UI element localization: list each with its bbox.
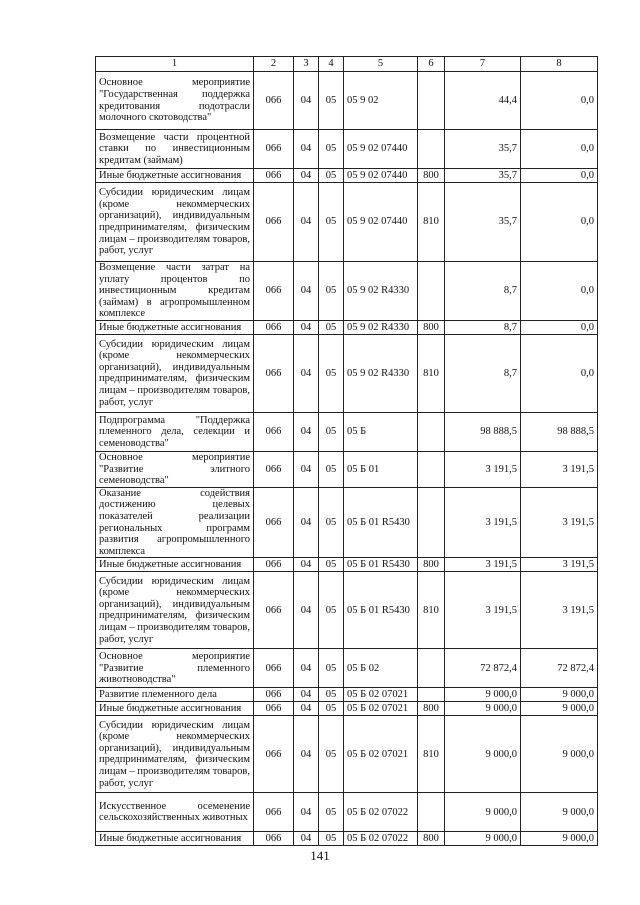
row-expense-type: 810 — [418, 183, 445, 262]
row-section: 04 — [294, 183, 319, 262]
row-section: 04 — [294, 72, 319, 130]
row-name: Субсидии юридическим лицам (кроме некоммерческих организаций), индивидуальным предпринимателям, физическим лицам – производителям товаров, работ, услуг — [96, 572, 254, 649]
row-target-code: 05 Б 02 07022 — [344, 832, 418, 846]
row-amount-2: 0,0 — [521, 169, 598, 183]
row-ministry-code: 066 — [254, 832, 294, 846]
row-ministry-code: 066 — [254, 558, 294, 572]
row-name: Основное мероприятие "Государственная поддержка кредитования подотрасли молочного скотоводства" — [96, 72, 254, 130]
row-ministry-code: 066 — [254, 130, 294, 169]
row-amount-2: 9 000,0 — [521, 832, 598, 846]
table-row — [96, 130, 598, 169]
row-section: 04 — [294, 451, 319, 487]
row-ministry-code: 066 — [254, 572, 294, 649]
row-section: 04 — [294, 320, 319, 334]
row-amount-2: 9 000,0 — [521, 716, 598, 793]
row-expense-type — [418, 688, 445, 702]
row-target-code: 05 Б 01 R5430 — [344, 558, 418, 572]
row-expense-type — [418, 412, 445, 451]
table-row — [96, 716, 598, 793]
row-amount-2: 0,0 — [521, 334, 598, 412]
row-name: Возмещение части процентной ставки по инвестиционным кредитам (займам) — [96, 130, 254, 169]
table-row — [96, 451, 598, 487]
table-row — [96, 169, 598, 183]
row-expense-type — [418, 262, 445, 321]
row-amount-2: 9 000,0 — [521, 702, 598, 716]
row-subsection: 05 — [319, 702, 344, 716]
row-ministry-code: 066 — [254, 320, 294, 334]
row-section: 04 — [294, 832, 319, 846]
row-amount-2: 0,0 — [521, 130, 598, 169]
row-ministry-code: 066 — [254, 649, 294, 688]
header-cell-4: 4 — [319, 57, 344, 72]
row-target-code: 05 Б 02 07021 — [344, 716, 418, 793]
row-amount-1: 9 000,0 — [445, 688, 521, 702]
row-name: Подпрограмма "Поддержка племенного дела, селекции и семеноводства" — [96, 412, 254, 451]
row-subsection: 05 — [319, 832, 344, 846]
row-target-code: 05 9 02 07440 — [344, 130, 418, 169]
row-name: Иные бюджетные ассигнования — [96, 558, 254, 572]
row-section: 04 — [294, 412, 319, 451]
row-amount-2: 9 000,0 — [521, 688, 598, 702]
row-subsection: 05 — [319, 169, 344, 183]
header-cell-6: 6 — [418, 57, 445, 72]
row-amount-1: 35,7 — [445, 130, 521, 169]
row-target-code: 05 Б 02 07021 — [344, 702, 418, 716]
table-row — [96, 487, 598, 558]
row-subsection: 05 — [319, 649, 344, 688]
row-subsection: 05 — [319, 572, 344, 649]
row-target-code: 05 9 02 — [344, 72, 418, 130]
row-name: Возмещение части затрат на уплату процентов по инвестиционным кредитам (займам) в агропромышленном комплексе — [96, 262, 254, 321]
row-subsection: 05 — [319, 320, 344, 334]
row-subsection: 05 — [319, 558, 344, 572]
row-amount-2: 0,0 — [521, 183, 598, 262]
table-row — [96, 702, 598, 716]
row-name: Субсидии юридическим лицам (кроме некоммерческих организаций), индивидуальным предпринимателям, физическим лицам – производителям товаров, работ, услуг — [96, 183, 254, 262]
row-target-code: 05 Б 01 R5430 — [344, 487, 418, 558]
row-expense-type: 800 — [418, 832, 445, 846]
row-expense-type: 810 — [418, 572, 445, 649]
row-amount-1: 8,7 — [445, 320, 521, 334]
row-amount-1: 98 888,5 — [445, 412, 521, 451]
table-row — [96, 832, 598, 846]
row-ministry-code: 066 — [254, 487, 294, 558]
row-ministry-code: 066 — [254, 72, 294, 130]
table-row — [96, 72, 598, 130]
row-subsection: 05 — [319, 451, 344, 487]
row-target-code: 05 9 02 07440 — [344, 183, 418, 262]
header-row — [96, 57, 598, 72]
row-section: 04 — [294, 793, 319, 832]
table-row — [96, 334, 598, 412]
row-ministry-code: 066 — [254, 412, 294, 451]
row-amount-1: 9 000,0 — [445, 716, 521, 793]
row-name: Развитие племенного дела — [96, 688, 254, 702]
row-amount-1: 9 000,0 — [445, 832, 521, 846]
row-section: 04 — [294, 130, 319, 169]
row-expense-type: 800 — [418, 320, 445, 334]
row-expense-type: 810 — [418, 334, 445, 412]
row-subsection: 05 — [319, 487, 344, 558]
row-subsection: 05 — [319, 793, 344, 832]
row-amount-2: 0,0 — [521, 320, 598, 334]
row-amount-1: 3 191,5 — [445, 487, 521, 558]
row-ministry-code: 066 — [254, 169, 294, 183]
table-row — [96, 320, 598, 334]
row-name: Иные бюджетные ассигнования — [96, 320, 254, 334]
table-row — [96, 558, 598, 572]
table-row — [96, 412, 598, 451]
row-subsection: 05 — [319, 262, 344, 321]
row-target-code: 05 Б 02 — [344, 649, 418, 688]
row-target-code: 05 9 02 R4330 — [344, 334, 418, 412]
row-target-code: 05 Б 01 — [344, 451, 418, 487]
row-amount-1: 9 000,0 — [445, 793, 521, 832]
row-target-code: 05 9 02 R4330 — [344, 320, 418, 334]
row-name: Субсидии юридическим лицам (кроме некоммерческих организаций), индивидуальным предпринимателям, физическим лицам – производителям товаров, работ, услуг — [96, 716, 254, 793]
header-cell-3: 3 — [294, 57, 319, 72]
row-section: 04 — [294, 702, 319, 716]
row-amount-1: 3 191,5 — [445, 572, 521, 649]
row-amount-2: 3 191,5 — [521, 451, 598, 487]
row-amount-1: 3 191,5 — [445, 558, 521, 572]
row-target-code: 05 9 02 R4330 — [344, 262, 418, 321]
row-expense-type: 800 — [418, 558, 445, 572]
row-section: 04 — [294, 558, 319, 572]
row-name: Иные бюджетные ассигнования — [96, 702, 254, 716]
table-row — [96, 793, 598, 832]
row-ministry-code: 066 — [254, 451, 294, 487]
row-subsection: 05 — [319, 72, 344, 130]
row-target-code: 05 Б 02 07021 — [344, 688, 418, 702]
row-amount-2: 72 872,4 — [521, 649, 598, 688]
row-name: Иные бюджетные ассигнования — [96, 832, 254, 846]
row-subsection: 05 — [319, 183, 344, 262]
row-amount-2: 0,0 — [521, 72, 598, 130]
row-subsection: 05 — [319, 334, 344, 412]
row-amount-1: 44,4 — [445, 72, 521, 130]
row-ministry-code: 066 — [254, 183, 294, 262]
row-target-code: 05 Б 01 R5430 — [344, 572, 418, 649]
row-ministry-code: 066 — [254, 793, 294, 832]
row-section: 04 — [294, 716, 319, 793]
row-expense-type — [418, 130, 445, 169]
row-section: 04 — [294, 334, 319, 412]
row-amount-2: 98 888,5 — [521, 412, 598, 451]
row-amount-1: 9 000,0 — [445, 702, 521, 716]
row-amount-1: 8,7 — [445, 262, 521, 321]
page-number: 141 — [310, 848, 330, 863]
row-amount-1: 3 191,5 — [445, 451, 521, 487]
row-subsection: 05 — [319, 716, 344, 793]
table-row — [96, 688, 598, 702]
row-subsection: 05 — [319, 688, 344, 702]
row-target-code: 05 Б — [344, 412, 418, 451]
row-ministry-code: 066 — [254, 702, 294, 716]
table-row — [96, 649, 598, 688]
row-amount-1: 35,7 — [445, 169, 521, 183]
row-expense-type — [418, 72, 445, 130]
table-row — [96, 262, 598, 321]
header-cell-2: 2 — [254, 57, 294, 72]
row-name: Основное мероприятие "Развитие племенного животноводства" — [96, 649, 254, 688]
row-amount-2: 3 191,5 — [521, 487, 598, 558]
row-name: Субсидии юридическим лицам (кроме некоммерческих организаций), индивидуальным предпринимателям, физическим лицам – производителям товаров, работ, услуг — [96, 334, 254, 412]
row-name: Искусственное осеменение сельскохозяйственных животных — [96, 793, 254, 832]
row-expense-type — [418, 451, 445, 487]
row-amount-1: 35,7 — [445, 183, 521, 262]
row-name: Оказание содействия достижению целевых показателей реализации региональных программ развития агропромышленного комплекса — [96, 487, 254, 558]
header-cell-7: 7 — [445, 57, 521, 72]
header-cell-1: 1 — [96, 57, 254, 72]
row-section: 04 — [294, 688, 319, 702]
row-name: Иные бюджетные ассигнования — [96, 169, 254, 183]
row-ministry-code: 066 — [254, 688, 294, 702]
row-target-code: 05 9 02 07440 — [344, 169, 418, 183]
header-cell-8: 8 — [521, 57, 598, 72]
row-amount-1: 8,7 — [445, 334, 521, 412]
row-expense-type: 800 — [418, 169, 445, 183]
row-expense-type — [418, 487, 445, 558]
row-subsection: 05 — [319, 412, 344, 451]
table-row — [96, 183, 598, 262]
row-amount-2: 3 191,5 — [521, 572, 598, 649]
table-row — [96, 572, 598, 649]
row-expense-type: 810 — [418, 716, 445, 793]
row-name: Основное мероприятие "Развитие элитного семеноводства" — [96, 451, 254, 487]
row-section: 04 — [294, 572, 319, 649]
row-section: 04 — [294, 169, 319, 183]
row-expense-type — [418, 649, 445, 688]
row-subsection: 05 — [319, 130, 344, 169]
row-amount-2: 3 191,5 — [521, 558, 598, 572]
row-target-code: 05 Б 02 07022 — [344, 793, 418, 832]
row-expense-type: 800 — [418, 702, 445, 716]
row-ministry-code: 066 — [254, 262, 294, 321]
row-expense-type — [418, 793, 445, 832]
row-section: 04 — [294, 487, 319, 558]
budget-table — [95, 56, 598, 846]
row-amount-1: 72 872,4 — [445, 649, 521, 688]
row-section: 04 — [294, 649, 319, 688]
row-section: 04 — [294, 262, 319, 321]
row-ministry-code: 066 — [254, 716, 294, 793]
row-amount-2: 0,0 — [521, 262, 598, 321]
row-amount-2: 9 000,0 — [521, 793, 598, 832]
row-ministry-code: 066 — [254, 334, 294, 412]
header-cell-5: 5 — [344, 57, 418, 72]
